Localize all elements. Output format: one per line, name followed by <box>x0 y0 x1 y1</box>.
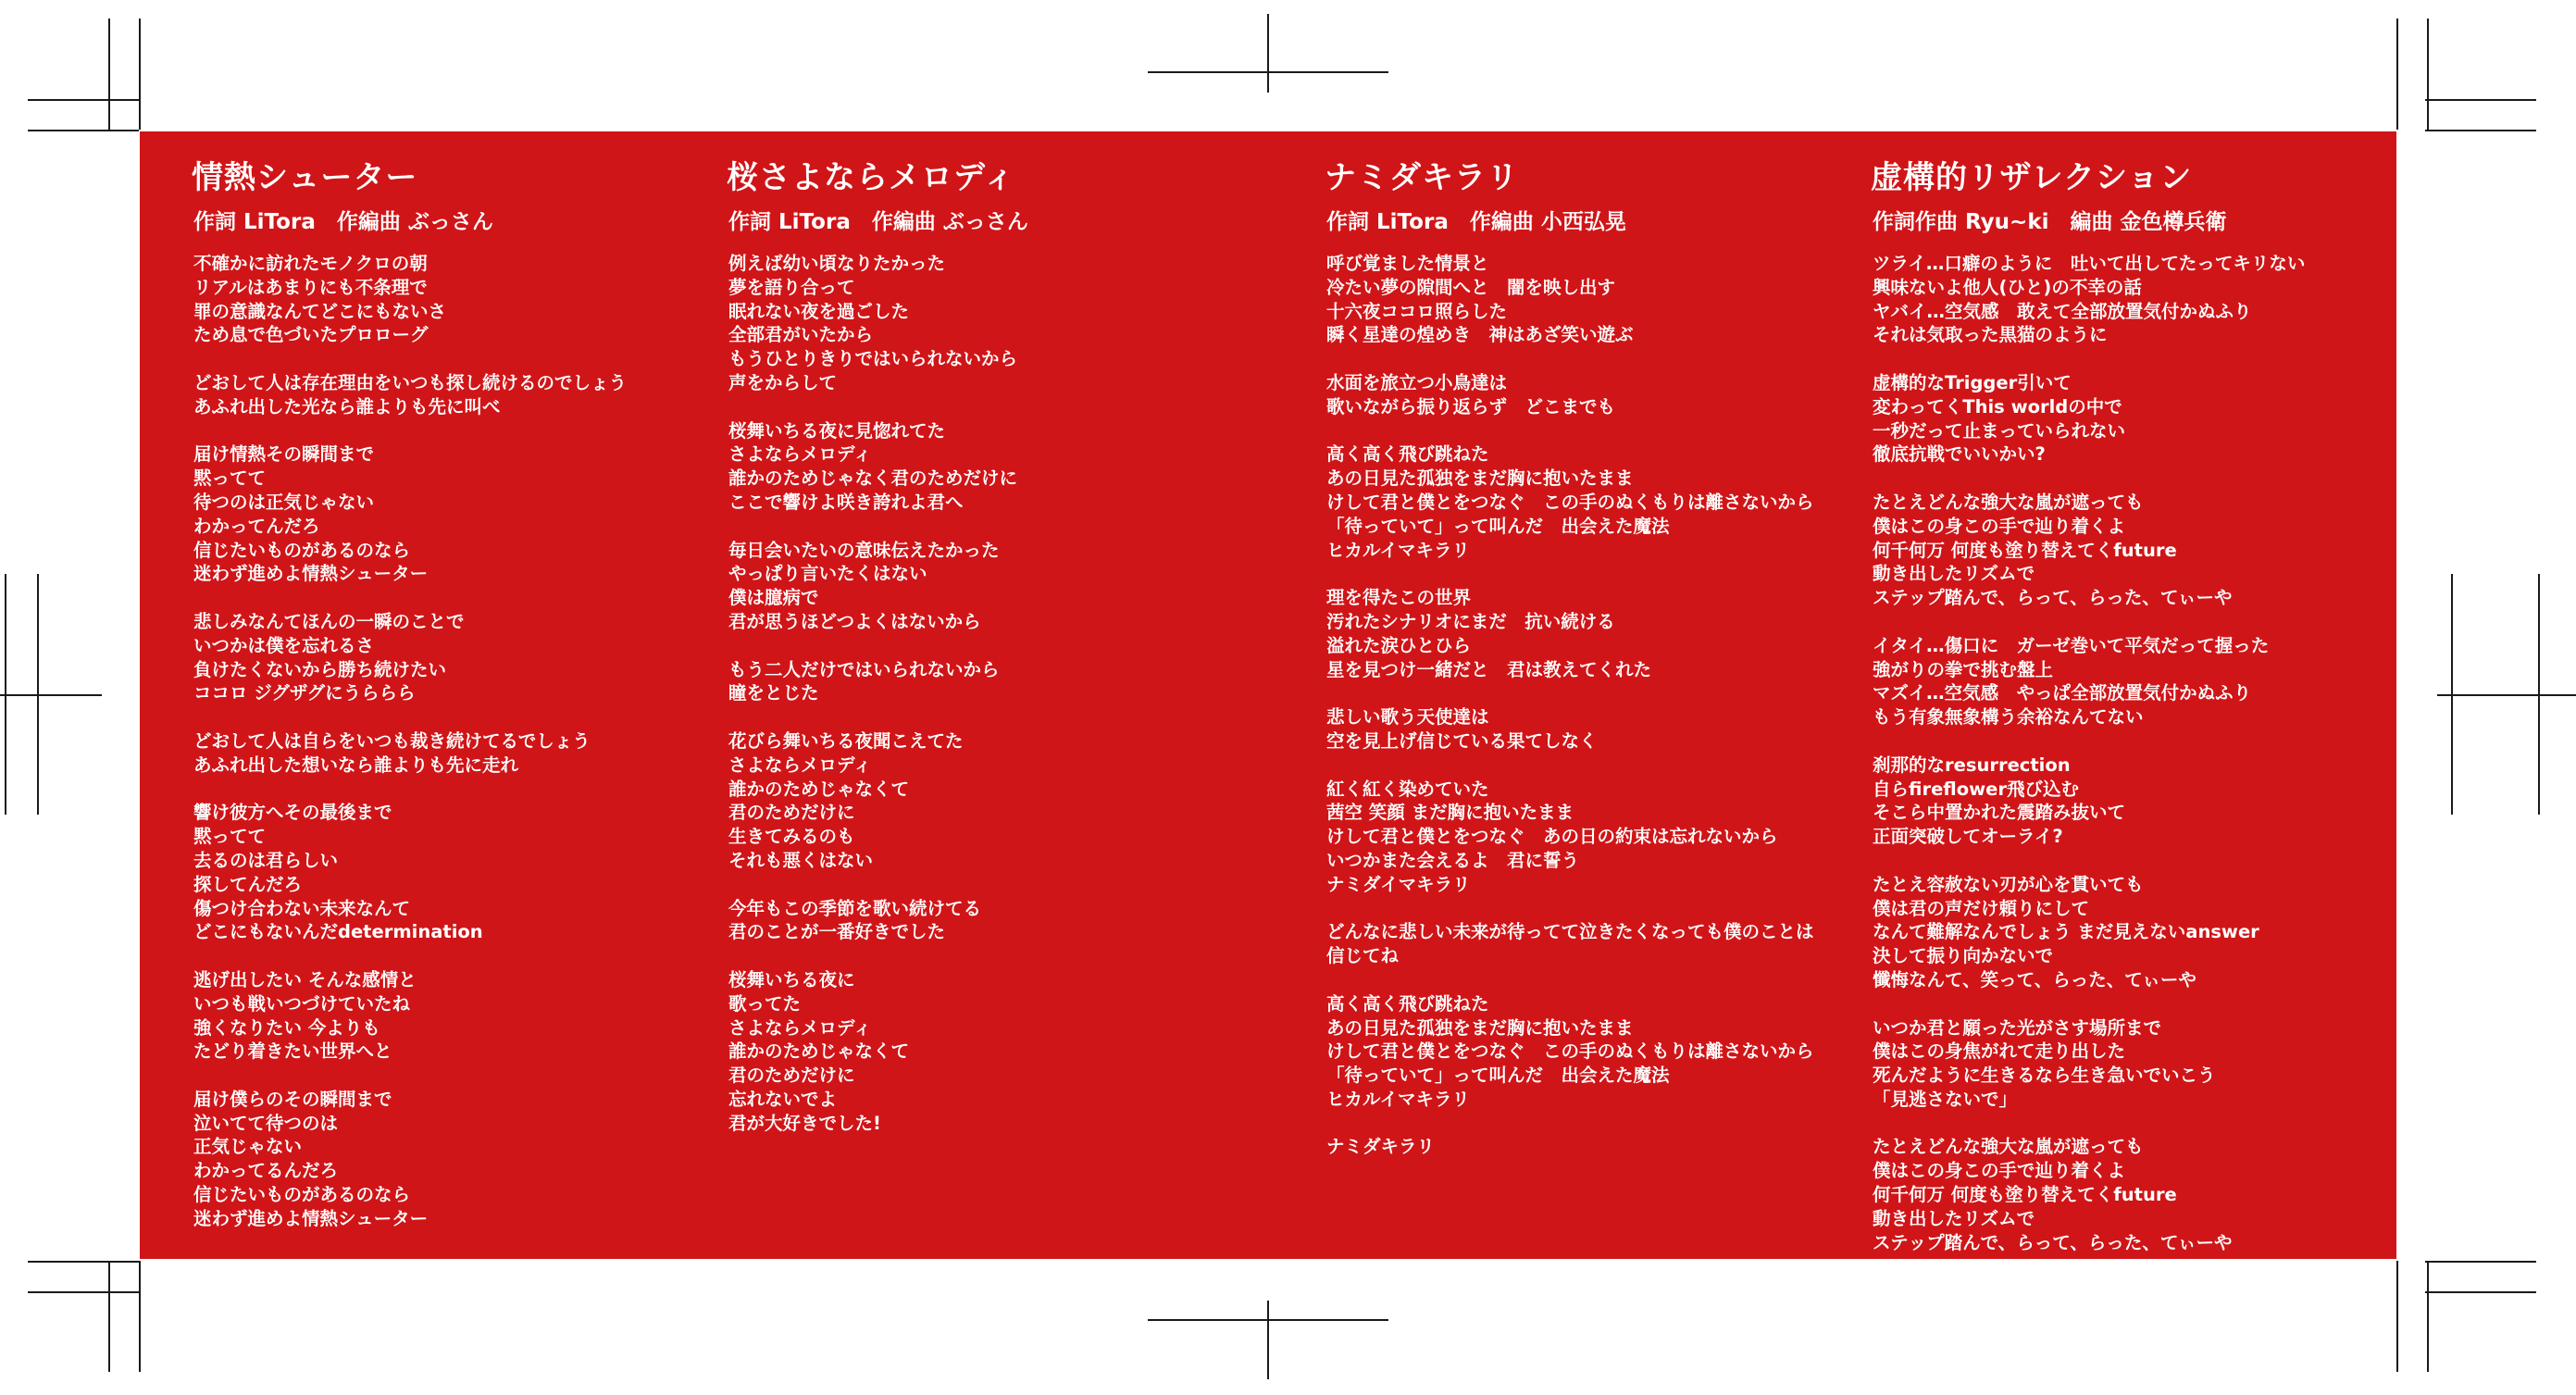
lyric-line: 誰かのためじゃなくて <box>728 1040 910 1063</box>
lyric-line: ナミダキラリ <box>1326 1136 1436 1158</box>
crop-mark <box>2427 19 2429 130</box>
lyric-line: 今年もこの季節を歌い続けてる <box>728 897 982 919</box>
lyrics-panel <box>140 131 2396 1259</box>
lyric-line: わかってんだろ <box>193 515 320 537</box>
lyric-line: 何千何万 何度も塗り替えてくfuture <box>1873 539 2177 561</box>
lyric-line: 届け僕らのその瞬間まで <box>193 1088 392 1110</box>
lyrics-stanza <box>1326 920 1814 968</box>
crop-mark <box>28 99 139 101</box>
lyric-line: 泣いてて待つのは <box>193 1112 339 1134</box>
lyric-line: 信じてね <box>1326 945 1400 967</box>
lyric-line: たとえどんな強大な嵐が遮っても <box>1873 1136 2144 1158</box>
lyric-line: どんなに悲しい未来が待ってて泣きたくなっても僕のことは <box>1326 921 1814 943</box>
lyric-line: 「見逃さないで」 <box>1873 1088 2018 1110</box>
registration-mark <box>1267 14 1269 93</box>
lyrics-stanza <box>728 252 1017 395</box>
lyrics-body <box>1873 252 2305 1278</box>
lyric-line: やっぱり言いたくはない <box>728 563 927 585</box>
crop-mark <box>2425 99 2536 101</box>
lyrics-stanza <box>1326 705 1814 754</box>
lyric-line: 誰かのためじゃなくて <box>728 778 910 800</box>
lyrics-stanza <box>728 968 1017 1136</box>
lyric-line: どおして人は存在理由をいつも探し続けるのでしょう <box>193 371 628 393</box>
lyric-line: もうひとりきりではいられないから <box>728 348 1018 370</box>
lyric-line: 理を得たこの世界 <box>1326 587 1472 609</box>
lyric-line: さよならメロディ <box>728 1016 872 1039</box>
lyric-line: 「待っていて」って叫んだ 出会えた魔法 <box>1326 1065 1670 1087</box>
lyrics-stanza <box>1873 1135 2305 1254</box>
lyric-line: 紅く紅く染めていた <box>1326 778 1489 800</box>
lyric-line: 声をからして <box>728 371 838 393</box>
lyric-line: たとえ容赦ない刃が心を貫いても <box>1873 873 2144 895</box>
lyric-line: 逃げ出したい そんな感情と <box>193 968 417 990</box>
lyric-line: 僕はこの身焦がれて走り出した <box>1873 1040 2126 1063</box>
crop-mark <box>108 19 110 130</box>
lyric-line: 君のことが一番好きでした <box>728 921 946 943</box>
lyric-line: 溢れた涙ひとひら <box>1326 634 1472 656</box>
lyric-line: 正面突破してオーライ? <box>1873 826 2063 848</box>
lyric-line: 黙ってて <box>193 467 267 490</box>
lyric-line: それも悪くはない <box>728 849 874 871</box>
registration-mark <box>2437 694 2576 696</box>
lyric-line: 悲しい歌う天使達は <box>1326 706 1489 729</box>
crop-mark <box>139 19 141 130</box>
lyric-line: 君が大好きでした! <box>728 1112 881 1134</box>
crop-mark <box>108 1261 110 1372</box>
lyric-line: 桜舞いちる夜に <box>728 968 855 990</box>
crop-mark <box>2427 1261 2429 1372</box>
lyric-line: けして君と僕とをつなぐ あの日の約束は忘れないから <box>1326 826 1778 848</box>
lyrics-stanza <box>728 539 1017 634</box>
lyric-line: 信じたいものがあるのなら <box>193 539 411 561</box>
lyric-line: 変わってくThis worldの中で <box>1873 395 2122 417</box>
lyrics-stanza <box>1326 992 1814 1112</box>
crop-mark <box>2396 1261 2398 1372</box>
crop-mark <box>2425 1291 2536 1293</box>
lyric-line: 待つのは正気じゃない <box>193 491 375 513</box>
lyric-line: 黙ってて <box>193 826 267 848</box>
lyric-line: 茜空 笑顔 まだ胸に抱いたまま <box>1326 802 1574 824</box>
lyric-line: 負けたくないから勝ち続けたい <box>193 658 447 680</box>
lyric-line: ココロ ジグザグにうららら <box>193 682 416 704</box>
lyric-line: 動き出したリズムで <box>1873 563 2035 585</box>
lyric-line: 正気じゃない <box>193 1136 303 1158</box>
lyric-line: たとえどんな強大な嵐が遮っても <box>1873 491 2144 513</box>
lyric-line: もう有象無象構う余裕なんてない <box>1873 706 2144 729</box>
lyric-line: 死んだように生きるなら生き急いでいこう <box>1873 1065 2216 1087</box>
crop-mark <box>28 1261 139 1263</box>
lyric-line: 「待っていて」って叫んだ 出会えた魔法 <box>1326 515 1670 537</box>
crop-mark <box>28 130 139 131</box>
lyrics-stanza <box>1326 252 1814 347</box>
registration-mark <box>0 694 102 696</box>
lyrics-stanza <box>1326 371 1814 419</box>
lyric-line: ヤバイ…空気感 敢えて全部放置気付かぬふり <box>1873 300 2252 322</box>
lyric-line: 君のためだけに <box>728 1065 855 1087</box>
lyric-line: 迷わず進めよ情熱シューター <box>193 1207 429 1229</box>
crop-mark <box>2396 19 2398 130</box>
lyrics-stanza <box>728 729 1017 873</box>
lyric-line: ここで響けよ咲き誇れよ君へ <box>728 491 964 513</box>
lyric-line: さよならメロディ <box>728 754 872 776</box>
lyrics-stanza <box>1873 873 2305 992</box>
lyric-line: 興味ないよ他人(ひと)の不幸の話 <box>1873 276 2142 298</box>
lyric-line: たどり着きたい世界へと <box>193 1040 392 1063</box>
crop-mark <box>28 1291 139 1293</box>
lyric-line: 高く高く飛び跳ねた <box>1326 992 1489 1015</box>
lyric-line: あの日見た孤独をまだ胸に抱いたまま <box>1326 467 1634 490</box>
lyric-line: ツライ…口癖のように 吐いて出してたってキリない <box>1873 253 2306 274</box>
lyrics-stanza <box>1873 754 2305 849</box>
lyric-line: 僕は君の声だけ頼りにして <box>1873 897 2090 919</box>
lyric-line: 傷つけ合わない未来なんて <box>193 897 411 919</box>
lyric-line: リアルはあまりにも不条理で <box>193 276 428 298</box>
lyrics-stanza <box>193 968 627 1064</box>
lyric-line: どおして人は自らをいつも裁き続けてるでしょう <box>193 729 591 752</box>
registration-mark <box>37 574 39 815</box>
lyrics-stanza <box>1873 1016 2305 1112</box>
song-title: 情熱シューター <box>192 159 418 196</box>
lyric-line: 君のためだけに <box>728 802 855 824</box>
lyrics-stanza <box>728 419 1017 515</box>
lyric-line: 忘れないでよ <box>728 1088 838 1110</box>
song-title: 虚構的リザレクション <box>1871 159 2193 196</box>
lyric-line: 瞬く星達の煌めき 神はあざ笑い遊ぶ <box>1326 324 1634 346</box>
lyric-line: 強がりの拳で挑む盤上 <box>1873 658 2054 680</box>
lyric-line: 探してんだろ <box>193 873 303 895</box>
lyric-line: 夢を語り合って <box>728 276 855 298</box>
lyric-line: 虚構的なTrigger引いて <box>1873 371 2072 393</box>
lyrics-body <box>1326 252 1814 1183</box>
lyric-line: 歌いながら振り返らず どこまでも <box>1326 395 1616 417</box>
lyric-line: 決して振り向かないで <box>1873 945 2054 967</box>
lyric-line: 自らfireflower飛び込む <box>1873 778 2080 800</box>
lyric-line: わかってるんだろ <box>193 1160 339 1182</box>
lyric-line: いつかまた会えるよ 君に誓う <box>1326 849 1580 871</box>
lyric-line: 刹那的なresurrection <box>1873 754 2071 776</box>
lyric-line: 例えば幼い頃なりたかった <box>728 253 946 274</box>
song-credit: 作詞作曲 Ryu~ki 編曲 金色樽兵衛 <box>1873 210 2227 234</box>
lyric-line: 僕は臆病で <box>728 587 819 609</box>
crop-mark <box>139 1261 141 1372</box>
lyric-line: けして君と僕とをつなぐ この手のぬくもりは離さないから <box>1326 491 1814 513</box>
lyrics-stanza <box>1326 778 1814 897</box>
lyric-line: ヒカルイマキラリ <box>1326 1088 1471 1110</box>
lyric-line: あの日見た孤独をまだ胸に抱いたまま <box>1326 1016 1634 1039</box>
lyric-line: 瞳をとじた <box>728 682 819 704</box>
lyric-line: 僕はこの身この手で辿り着くよ <box>1873 515 2126 537</box>
crop-mark <box>2425 130 2536 131</box>
lyric-line: そこら中置かれた震踏み抜いて <box>1873 802 2126 824</box>
song-credit: 作詞 LiTora 作編曲 ぶっさん <box>193 210 493 234</box>
lyric-line: 呼び覚ました情景と <box>1326 253 1489 274</box>
lyric-line: 歌ってた <box>728 992 802 1015</box>
lyric-line: あふれ出した想いなら誰よりも先に走れ <box>193 754 519 776</box>
lyric-line: なんて難解なんでしょう まだ見えないanswer <box>1873 921 2259 943</box>
lyrics-stanza <box>193 1088 627 1231</box>
lyric-line: もう二人だけではいられないから <box>728 658 1000 680</box>
lyric-line: 君が思うほどつよくはないから <box>728 610 981 632</box>
lyric-line: 不確かに訪れたモノクロの朝 <box>193 253 428 274</box>
lyric-line: いつかは僕を忘れるさ <box>193 634 375 656</box>
lyric-line: それは気取った黒猫のように <box>1873 324 2108 346</box>
lyrics-stanza <box>1873 491 2305 610</box>
lyrics-stanza <box>193 442 627 586</box>
lyrics-stanza <box>193 610 627 705</box>
lyric-line: 一秒だって止まっていられない <box>1873 419 2126 442</box>
lyrics-stanza <box>1873 371 2305 467</box>
lyrics-stanza <box>1873 634 2305 729</box>
lyric-line: 毎日会いたいの意味伝えたかった <box>728 539 1000 561</box>
lyrics-stanza <box>1326 442 1814 562</box>
lyric-line: 誰かのためじゃなく君のためだけに <box>728 467 1018 490</box>
registration-mark <box>2538 574 2540 815</box>
lyrics-stanza <box>193 729 627 778</box>
lyrics-stanza <box>728 658 1017 706</box>
lyric-line: 水面を旅立つ小鳥達は <box>1326 371 1508 393</box>
lyric-line: 徹底抗戦でいいかい? <box>1873 443 2046 466</box>
lyric-line: 十六夜ココロ照らした <box>1326 300 1508 322</box>
lyric-line: 僕はこの身この手で辿り着くよ <box>1873 1160 2126 1182</box>
lyric-line: 眠れない夜を過ごした <box>728 300 910 322</box>
lyrics-body <box>728 252 1017 1159</box>
lyric-line: 信じたいものがあるのなら <box>193 1184 411 1206</box>
lyric-line: 冷たい夢の隙間へと 闇を映し出す <box>1326 276 1616 298</box>
lyrics-stanza <box>1873 252 2305 347</box>
lyrics-stanza <box>1326 586 1814 681</box>
lyrics-body <box>193 252 627 1254</box>
lyric-line: 全部君がいたから <box>728 324 874 346</box>
lyrics-stanza <box>1326 1135 1814 1159</box>
lyric-line: 生きてみるのも <box>728 826 855 848</box>
song-title: 桜さよならメロディ <box>727 159 1016 196</box>
lyrics-stanza <box>193 371 627 419</box>
lyric-line: 去るのは君らしい <box>193 849 339 871</box>
crop-mark <box>2425 1261 2536 1263</box>
lyric-line: 届け情熱その瞬間まで <box>193 443 375 466</box>
song-credit: 作詞 LiTora 作編曲 小西弘晃 <box>1326 210 1626 234</box>
lyric-line: 罪の意識なんてどこにもないさ <box>193 300 447 322</box>
lyric-line: ステップ踏んで、らって、らった、てぃーや <box>1873 1231 2233 1253</box>
lyric-line: あふれ出した光なら誰よりも先に叫べ <box>193 395 501 417</box>
lyrics-stanza <box>193 801 627 944</box>
lyric-line: 響け彼方へその最後まで <box>193 802 392 824</box>
lyric-line: 迷わず進めよ情熱シューター <box>193 563 429 585</box>
lyric-line: けして君と僕とをつなぐ この手のぬくもりは離さないから <box>1326 1040 1814 1063</box>
lyric-line: さよならメロディ <box>728 443 872 466</box>
lyric-line: ヒカルイマキラリ <box>1326 539 1471 561</box>
lyric-line: 空を見上げ信じている果てしなく <box>1326 729 1598 752</box>
registration-mark <box>1267 1301 1269 1379</box>
lyric-line: 悲しみなんてほんの一瞬のことで <box>193 610 465 632</box>
song-title: ナミダキラリ <box>1325 159 1519 196</box>
lyric-line: 桜舞いちる夜に見惚れてた <box>728 419 946 442</box>
lyric-line: 星を見つけ一緒だと 君は教えてくれた <box>1326 658 1652 680</box>
lyric-line: 汚れたシナリオにまだ 抗い続ける <box>1326 610 1615 632</box>
lyric-line: いつか君と願った光がさす場所まで <box>1873 1016 2162 1039</box>
lyrics-stanza <box>728 897 1017 945</box>
lyric-line: 花びら舞いちる夜聞こえてた <box>728 729 964 752</box>
lyric-line: イタイ…傷口に ガーゼ巻いて平気だって握った <box>1873 634 2270 656</box>
song-credit: 作詞 LiTora 作編曲 ぶっさん <box>728 210 1028 234</box>
lyric-line: ステップ踏んで、らって、らった、てぃーや <box>1873 587 2233 609</box>
lyric-line: 懺悔なんて、笑って、らった、てぃーや <box>1873 968 2196 990</box>
lyric-line: 何千何万 何度も塗り替えてくfuture <box>1873 1184 2177 1206</box>
lyric-line: ため息で色づいたプロローグ <box>193 324 429 346</box>
lyrics-stanza <box>193 252 627 347</box>
lyric-line: 強くなりたい 今よりも <box>193 1016 380 1039</box>
lyric-line: 高く高く飛び跳ねた <box>1326 443 1489 466</box>
lyric-line: どこにもないんだdetermination <box>193 921 483 943</box>
lyric-line: 動き出したリズムで <box>1873 1207 2035 1229</box>
lyric-line: マズイ…空気感 やっぱ全部放置気付かぬふり <box>1873 682 2252 704</box>
lyric-line: いつも戦いつづけていたね <box>193 992 411 1015</box>
lyric-line: ナミダイマキラリ <box>1326 873 1471 895</box>
